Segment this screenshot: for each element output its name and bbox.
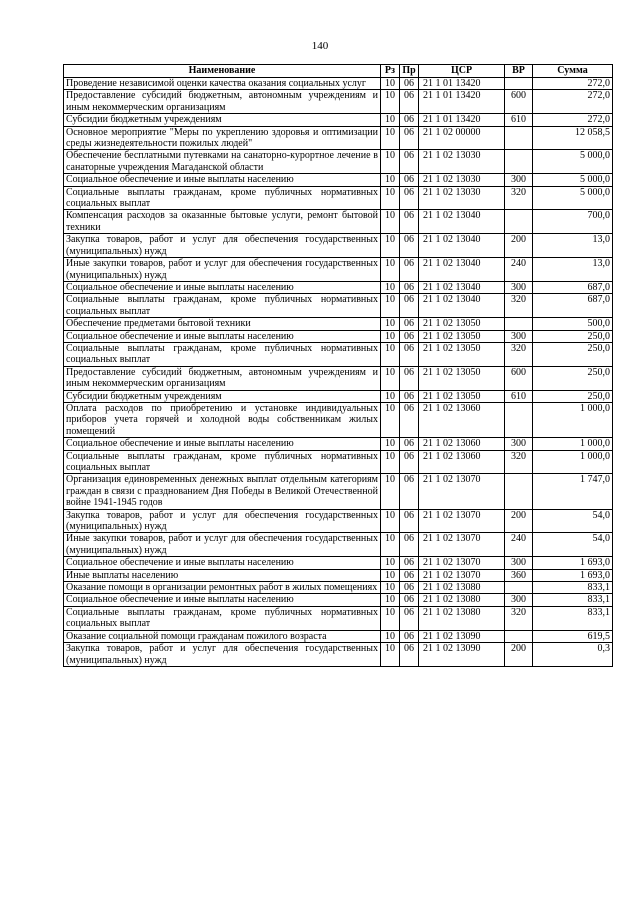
table-row [64, 90, 613, 114]
table-row [64, 450, 613, 474]
row-sum-cell: 5 000,0 [533, 186, 613, 210]
row-name-cell: Социальные выплаты гражданам, кроме публичных нормативных социальных выплат [64, 186, 381, 210]
row-rz-cell: 10 [381, 78, 400, 90]
row-vr-cell [505, 474, 533, 509]
row-pr-cell: 06 [400, 569, 419, 581]
row-csr-cell: 21 1 02 13030 [419, 186, 505, 210]
table-row [64, 366, 613, 390]
row-rz-cell: 10 [381, 174, 400, 186]
row-sum-cell: 1 693,0 [533, 569, 613, 581]
row-sum-cell: 700,0 [533, 210, 613, 234]
row-rz-cell: 10 [381, 210, 400, 234]
row-name-cell: Иные закупки товаров, работ и услуг для обеспечения государственных (муниципальных) нужд [64, 533, 381, 557]
row-pr-cell: 06 [400, 582, 419, 594]
row-name-cell: Оплата расходов по приобретению и установке индивидуальных приборов учета горячей и холодной воды собственникам жилых помещений [64, 402, 381, 437]
row-pr-cell: 06 [400, 438, 419, 450]
table-row [64, 594, 613, 606]
row-sum-cell: 250,0 [533, 390, 613, 402]
row-pr-cell: 06 [400, 90, 419, 114]
row-name-cell: Предоставление субсидий бюджетным, автономным учреждениям и иным некоммерческим организациям [64, 90, 381, 114]
row-pr-cell: 06 [400, 643, 419, 667]
row-sum-cell: 833,1 [533, 606, 613, 630]
table-row [64, 78, 613, 90]
row-name-cell: Обеспечение бесплатными путевками на санаторно-курортное лечение в санаторные учреждения Магаданской области [64, 150, 381, 174]
row-sum-cell: 500,0 [533, 318, 613, 330]
table-row [64, 438, 613, 450]
row-name-cell: Иные закупки товаров, работ и услуг для обеспечения государственных (муниципальных) нужд [64, 258, 381, 282]
row-vr-cell: 200 [505, 509, 533, 533]
row-pr-cell: 06 [400, 210, 419, 234]
row-vr-cell: 320 [505, 450, 533, 474]
row-pr-cell: 06 [400, 281, 419, 293]
row-csr-cell: 21 1 02 13030 [419, 174, 505, 186]
table-row [64, 643, 613, 667]
row-name-cell: Компенсация расходов за оказанные бытовые услуги, ремонт бытовой техники [64, 210, 381, 234]
row-pr-cell: 06 [400, 342, 419, 366]
row-name-cell: Закупка товаров, работ и услуг для обеспечения государственных (муниципальных) нужд [64, 643, 381, 667]
row-csr-cell: 21 1 01 13420 [419, 114, 505, 126]
row-pr-cell: 06 [400, 318, 419, 330]
row-vr-cell: 300 [505, 174, 533, 186]
row-name-cell: Социальное обеспечение и иные выплаты населению [64, 594, 381, 606]
row-vr-cell: 240 [505, 533, 533, 557]
row-vr-cell [505, 150, 533, 174]
row-pr-cell: 06 [400, 78, 419, 90]
row-name-cell: Обеспечение предметами бытовой техники [64, 318, 381, 330]
row-sum-cell: 1 000,0 [533, 438, 613, 450]
row-sum-cell: 54,0 [533, 533, 613, 557]
row-rz-cell: 10 [381, 281, 400, 293]
header-rz: Рз [381, 65, 400, 78]
row-name-cell: Предоставление субсидий бюджетным, автономным учреждениям и иным некоммерческим организациям [64, 366, 381, 390]
row-pr-cell: 06 [400, 450, 419, 474]
row-vr-cell: 200 [505, 234, 533, 258]
row-vr-cell [505, 582, 533, 594]
row-csr-cell: 21 1 02 13050 [419, 342, 505, 366]
table-row [64, 294, 613, 318]
row-vr-cell: 320 [505, 606, 533, 630]
table-row [64, 150, 613, 174]
row-sum-cell: 1 747,0 [533, 474, 613, 509]
row-name-cell: Субсидии бюджетным учреждениям [64, 390, 381, 402]
row-vr-cell: 240 [505, 258, 533, 282]
row-rz-cell: 10 [381, 294, 400, 318]
row-rz-cell: 10 [381, 438, 400, 450]
row-name-cell: Организация единовременных денежных выплат отдельным категориям граждан в связи с празднованием Дня Победы в Великой Отечественной войне 1941-1945 годов [64, 474, 381, 509]
table-row [64, 557, 613, 569]
table-body [64, 78, 613, 667]
table-row [64, 509, 613, 533]
table-row [64, 474, 613, 509]
row-vr-cell: 320 [505, 294, 533, 318]
row-rz-cell: 10 [381, 126, 400, 150]
table-row [64, 569, 613, 581]
row-rz-cell: 10 [381, 366, 400, 390]
header-name: Наименование [64, 65, 381, 78]
row-vr-cell: 610 [505, 114, 533, 126]
row-name-cell: Социальное обеспечение и иные выплаты населению [64, 330, 381, 342]
row-pr-cell: 06 [400, 258, 419, 282]
row-pr-cell: 06 [400, 186, 419, 210]
row-csr-cell: 21 1 02 13040 [419, 210, 505, 234]
row-pr-cell: 06 [400, 557, 419, 569]
row-sum-cell: 687,0 [533, 294, 613, 318]
table-row [64, 630, 613, 642]
table-row [64, 402, 613, 437]
row-pr-cell: 06 [400, 294, 419, 318]
header-csr: ЦСР [419, 65, 505, 78]
row-rz-cell: 10 [381, 390, 400, 402]
row-name-cell: Оказание социальной помощи гражданам пожилого возраста [64, 630, 381, 642]
row-name-cell: Социальные выплаты гражданам, кроме публичных нормативных социальных выплат [64, 606, 381, 630]
row-pr-cell: 06 [400, 630, 419, 642]
row-pr-cell: 06 [400, 594, 419, 606]
table-row [64, 281, 613, 293]
row-name-cell: Основное мероприятие "Меры по укреплению здоровья и оптимизации среды жизнедеятельности пожилых людей" [64, 126, 381, 150]
row-name-cell: Социальное обеспечение и иные выплаты населению [64, 557, 381, 569]
row-vr-cell: 600 [505, 366, 533, 390]
row-name-cell: Социальное обеспечение и иные выплаты населению [64, 281, 381, 293]
table-header-row [64, 65, 613, 78]
row-name-cell: Проведение независимой оценки качества оказания социальных услуг [64, 78, 381, 90]
row-csr-cell: 21 1 01 13420 [419, 90, 505, 114]
table-row [64, 186, 613, 210]
row-rz-cell: 10 [381, 474, 400, 509]
row-rz-cell: 10 [381, 557, 400, 569]
row-pr-cell: 06 [400, 474, 419, 509]
row-pr-cell: 06 [400, 533, 419, 557]
header-pr: Пр [400, 65, 419, 78]
row-pr-cell: 06 [400, 366, 419, 390]
row-name-cell: Социальное обеспечение и иные выплаты населению [64, 174, 381, 186]
row-csr-cell: 21 1 02 13050 [419, 330, 505, 342]
header-sum: Сумма [533, 65, 613, 78]
row-vr-cell [505, 630, 533, 642]
table-row [64, 330, 613, 342]
row-name-cell: Социальные выплаты гражданам, кроме публичных нормативных социальных выплат [64, 342, 381, 366]
row-sum-cell: 833,1 [533, 582, 613, 594]
row-rz-cell: 10 [381, 318, 400, 330]
table-row [64, 318, 613, 330]
row-vr-cell: 300 [505, 330, 533, 342]
row-name-cell: Закупка товаров, работ и услуг для обеспечения государственных (муниципальных) нужд [64, 234, 381, 258]
row-name-cell: Социальные выплаты гражданам, кроме публичных нормативных социальных выплат [64, 294, 381, 318]
row-pr-cell: 06 [400, 126, 419, 150]
row-vr-cell [505, 318, 533, 330]
row-sum-cell: 272,0 [533, 114, 613, 126]
row-vr-cell: 610 [505, 390, 533, 402]
row-rz-cell: 10 [381, 450, 400, 474]
row-vr-cell: 320 [505, 186, 533, 210]
row-sum-cell: 1 000,0 [533, 402, 613, 437]
row-pr-cell: 06 [400, 330, 419, 342]
row-vr-cell: 200 [505, 643, 533, 667]
row-sum-cell: 13,0 [533, 234, 613, 258]
table-row [64, 114, 613, 126]
row-name-cell: Оказание помощи в организации ремонтных работ в жилых помещениях [64, 582, 381, 594]
row-vr-cell [505, 210, 533, 234]
row-sum-cell: 250,0 [533, 366, 613, 390]
header-vr: ВР [505, 65, 533, 78]
row-vr-cell [505, 78, 533, 90]
row-rz-cell: 10 [381, 606, 400, 630]
row-vr-cell: 600 [505, 90, 533, 114]
row-csr-cell: 21 1 02 13080 [419, 594, 505, 606]
row-vr-cell: 320 [505, 342, 533, 366]
row-name-cell: Социальное обеспечение и иные выплаты населению [64, 438, 381, 450]
row-vr-cell: 300 [505, 594, 533, 606]
row-rz-cell: 10 [381, 533, 400, 557]
row-csr-cell: 21 1 02 13090 [419, 643, 505, 667]
table-row [64, 126, 613, 150]
row-rz-cell: 10 [381, 342, 400, 366]
row-name-cell: Субсидии бюджетным учреждениям [64, 114, 381, 126]
row-rz-cell: 10 [381, 569, 400, 581]
row-sum-cell: 1 693,0 [533, 557, 613, 569]
table-row [64, 390, 613, 402]
row-rz-cell: 10 [381, 258, 400, 282]
row-csr-cell: 21 1 02 13030 [419, 150, 505, 174]
row-csr-cell: 21 1 02 13070 [419, 474, 505, 509]
row-rz-cell: 10 [381, 630, 400, 642]
row-csr-cell: 21 1 02 13060 [419, 402, 505, 437]
row-vr-cell [505, 402, 533, 437]
row-vr-cell: 300 [505, 557, 533, 569]
row-vr-cell: 300 [505, 281, 533, 293]
row-rz-cell: 10 [381, 114, 400, 126]
table-row [64, 606, 613, 630]
table-row [64, 582, 613, 594]
row-csr-cell: 21 1 02 13070 [419, 557, 505, 569]
row-csr-cell: 21 1 02 13070 [419, 569, 505, 581]
row-pr-cell: 06 [400, 390, 419, 402]
row-sum-cell: 619,5 [533, 630, 613, 642]
row-csr-cell: 21 1 02 13050 [419, 390, 505, 402]
row-sum-cell: 687,0 [533, 281, 613, 293]
row-csr-cell: 21 1 02 13050 [419, 318, 505, 330]
row-csr-cell: 21 1 02 13070 [419, 533, 505, 557]
row-sum-cell: 250,0 [533, 342, 613, 366]
row-sum-cell: 272,0 [533, 78, 613, 90]
row-csr-cell: 21 1 02 13040 [419, 258, 505, 282]
row-sum-cell: 833,1 [533, 594, 613, 606]
row-pr-cell: 06 [400, 509, 419, 533]
row-rz-cell: 10 [381, 90, 400, 114]
budget-table [63, 64, 613, 667]
row-csr-cell: 21 1 02 13060 [419, 438, 505, 450]
table-row [64, 210, 613, 234]
row-rz-cell: 10 [381, 594, 400, 606]
row-sum-cell: 12 058,5 [533, 126, 613, 150]
row-sum-cell: 54,0 [533, 509, 613, 533]
row-csr-cell: 21 1 02 13090 [419, 630, 505, 642]
row-name-cell: Социальные выплаты гражданам, кроме публичных нормативных социальных выплат [64, 450, 381, 474]
row-csr-cell: 21 1 02 00000 [419, 126, 505, 150]
row-rz-cell: 10 [381, 330, 400, 342]
table-row [64, 234, 613, 258]
row-sum-cell: 5 000,0 [533, 150, 613, 174]
row-csr-cell: 21 1 02 13080 [419, 582, 505, 594]
row-name-cell: Иные выплаты населению [64, 569, 381, 581]
row-sum-cell: 0,3 [533, 643, 613, 667]
row-csr-cell: 21 1 02 13070 [419, 509, 505, 533]
page-number: 140 [311, 40, 329, 52]
row-csr-cell: 21 1 02 13060 [419, 450, 505, 474]
row-csr-cell: 21 1 02 13040 [419, 234, 505, 258]
row-sum-cell: 13,0 [533, 258, 613, 282]
row-vr-cell: 360 [505, 569, 533, 581]
row-pr-cell: 06 [400, 174, 419, 186]
row-vr-cell [505, 126, 533, 150]
row-rz-cell: 10 [381, 186, 400, 210]
row-pr-cell: 06 [400, 114, 419, 126]
row-sum-cell: 250,0 [533, 330, 613, 342]
row-pr-cell: 06 [400, 150, 419, 174]
row-rz-cell: 10 [381, 643, 400, 667]
row-sum-cell: 5 000,0 [533, 174, 613, 186]
row-csr-cell: 21 1 02 13050 [419, 366, 505, 390]
row-rz-cell: 10 [381, 234, 400, 258]
row-name-cell: Закупка товаров, работ и услуг для обеспечения государственных (муниципальных) нужд [64, 509, 381, 533]
table-row [64, 342, 613, 366]
row-rz-cell: 10 [381, 402, 400, 437]
table-row [64, 258, 613, 282]
table-row [64, 174, 613, 186]
row-sum-cell: 1 000,0 [533, 450, 613, 474]
row-csr-cell: 21 1 02 13040 [419, 294, 505, 318]
row-sum-cell: 272,0 [533, 90, 613, 114]
row-rz-cell: 10 [381, 582, 400, 594]
row-csr-cell: 21 1 02 13080 [419, 606, 505, 630]
row-rz-cell: 10 [381, 150, 400, 174]
row-pr-cell: 06 [400, 234, 419, 258]
row-csr-cell: 21 1 02 13040 [419, 281, 505, 293]
row-csr-cell: 21 1 01 13420 [419, 78, 505, 90]
row-pr-cell: 06 [400, 606, 419, 630]
row-pr-cell: 06 [400, 402, 419, 437]
row-rz-cell: 10 [381, 509, 400, 533]
table-row [64, 533, 613, 557]
row-vr-cell: 300 [505, 438, 533, 450]
